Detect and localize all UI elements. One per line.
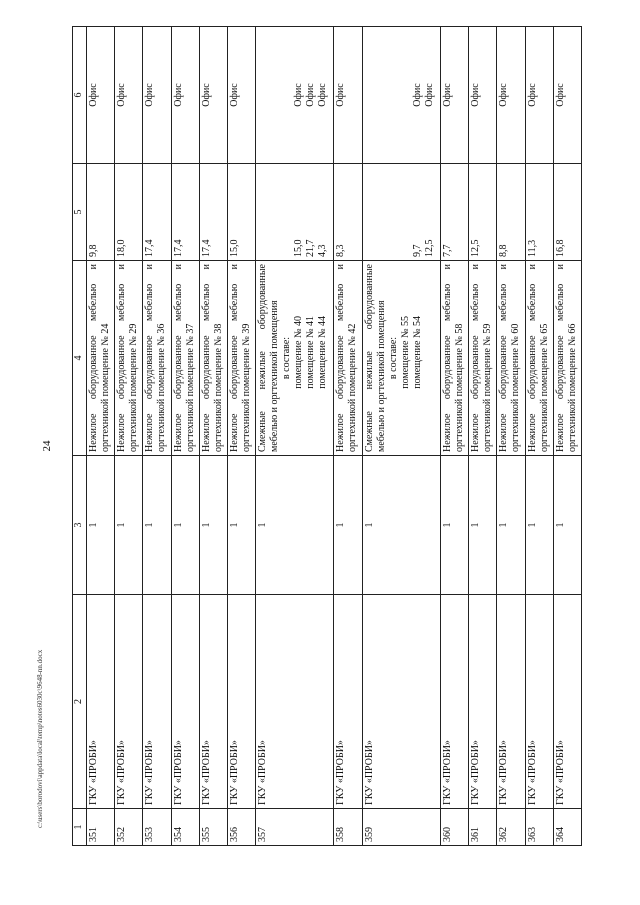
area-cell: 17,4 — [143, 164, 171, 261]
purpose-cell: Офис — [469, 27, 497, 164]
description-cell: Нежилое оборудованное мебелью и оргтехникой помещение № 24 — [87, 261, 115, 456]
purpose-cell — [362, 27, 440, 164]
area-cell: 9,8 — [87, 164, 115, 261]
row-number: 359 — [362, 809, 440, 846]
area-cell: 17,4 — [171, 164, 199, 261]
sub-purpose-value: Офис — [293, 83, 305, 107]
row-number: 351 — [87, 809, 115, 846]
header-col-2: 2 — [73, 595, 87, 809]
quantity-cell: 1 — [87, 456, 115, 595]
sub-premise-label: помещение № 40 — [293, 316, 305, 389]
purpose-cell: Офис — [199, 27, 227, 164]
area-cell: 17,4 — [199, 164, 227, 261]
sub-premise-label: помещение № 44 — [317, 316, 329, 389]
sub-premise-label: помещение № 55 — [399, 316, 411, 389]
table-row — [115, 27, 143, 846]
organization-cell: ГКУ «ПРОБИ» — [199, 595, 227, 809]
page-number: 24 — [41, 440, 53, 452]
header-col-3: 3 — [73, 456, 87, 595]
description-intro: Смежные нежилые оборудованные мебелью и оргтехникой помещения — [363, 264, 387, 452]
quantity-cell: 1 — [362, 456, 440, 595]
quantity-cell: 1 — [199, 456, 227, 595]
sub-area-value: 12,5 — [423, 239, 435, 257]
description-intro: Смежные нежилые оборудованные мебелью и оргтехникой помещения — [257, 264, 281, 452]
area-cell: 11,3 — [525, 164, 553, 261]
quantity-cell: 1 — [256, 456, 334, 595]
area-cell: 18,0 — [115, 164, 143, 261]
organization-cell: ГКУ «ПРОБИ» — [171, 595, 199, 809]
description-cell: Нежилое оборудованное мебелью и оргтехникой помещение № 36 — [143, 261, 171, 456]
row-number: 354 — [171, 809, 199, 846]
organization-cell: ГКУ «ПРОБИ» — [440, 595, 468, 809]
rotated-table-wrapper — [72, 27, 582, 846]
organization-cell: ГКУ «ПРОБИ» — [497, 595, 525, 809]
row-number: 363 — [525, 809, 553, 846]
table-row-compound — [362, 27, 440, 846]
table-row — [497, 27, 525, 846]
purpose-cell: Офис — [553, 27, 581, 164]
header-col-1: 1 — [73, 809, 87, 846]
quantity-cell: 1 — [469, 456, 497, 595]
purpose-cell: Офис — [497, 27, 525, 164]
area-cell — [256, 164, 334, 261]
footer-file-path: c:\users\borodovi\appdata\local\temp\notes6030c\9648-nn.docx — [36, 649, 44, 828]
in-composition-label: в составе: — [281, 336, 293, 380]
purpose-cell: Офис — [440, 27, 468, 164]
description-cell: Нежилое оборудованное мебелью и оргтехникой помещение № 42 — [334, 261, 362, 456]
organization-cell: ГКУ «ПРОБИ» — [469, 595, 497, 809]
row-number: 364 — [553, 809, 581, 846]
sub-area-value: 9,7 — [411, 244, 423, 257]
quantity-cell: 1 — [115, 456, 143, 595]
description-cell: Нежилое оборудованное мебелью и оргтехникой помещение № 60 — [497, 261, 525, 456]
header-col-4: 4 — [73, 261, 87, 456]
row-number: 356 — [227, 809, 255, 846]
purpose-cell — [256, 27, 334, 164]
quantity-cell: 1 — [440, 456, 468, 595]
description-cell — [362, 261, 440, 456]
row-number: 352 — [115, 809, 143, 846]
organization-cell: ГКУ «ПРОБИ» — [227, 595, 255, 809]
table-row — [469, 27, 497, 846]
table-row — [171, 27, 199, 846]
organization-cell: ГКУ «ПРОБИ» — [362, 595, 440, 809]
row-number: 355 — [199, 809, 227, 846]
premises-table — [72, 26, 582, 846]
description-cell — [256, 261, 334, 456]
row-number: 353 — [143, 809, 171, 846]
sub-purpose-value: Офис — [317, 83, 329, 107]
area-cell: 7,7 — [440, 164, 468, 261]
organization-cell: ГКУ «ПРОБИ» — [143, 595, 171, 809]
quantity-cell: 1 — [143, 456, 171, 595]
sub-area-value: 15,0 — [293, 239, 305, 257]
sub-premise-label: помещение № 41 — [305, 316, 317, 389]
table-row — [440, 27, 468, 846]
purpose-cell: Офис — [227, 27, 255, 164]
table-row-compound — [256, 27, 334, 846]
organization-cell: ГКУ «ПРОБИ» — [115, 595, 143, 809]
sub-purpose-value: Офис — [423, 83, 435, 107]
area-cell: 8,3 — [334, 164, 362, 261]
header-row — [73, 27, 87, 846]
organization-cell: ГКУ «ПРОБИ» — [553, 595, 581, 809]
organization-cell: ГКУ «ПРОБИ» — [87, 595, 115, 809]
purpose-cell: Офис — [143, 27, 171, 164]
row-number: 361 — [469, 809, 497, 846]
description-cell: Нежилое оборудованное мебелью и оргтехникой помещение № 59 — [469, 261, 497, 456]
area-cell — [362, 164, 440, 261]
purpose-cell: Офис — [87, 27, 115, 164]
table-row — [87, 27, 115, 846]
table-row — [199, 27, 227, 846]
table-row — [525, 27, 553, 846]
table-row — [227, 27, 255, 846]
quantity-cell: 1 — [171, 456, 199, 595]
row-number: 357 — [256, 809, 334, 846]
row-number: 358 — [334, 809, 362, 846]
sub-area-value: 4,3 — [317, 244, 329, 257]
table-row — [143, 27, 171, 846]
description-cell: Нежилое оборудованное мебелью и оргтехникой помещение № 66 — [553, 261, 581, 456]
purpose-cell: Офис — [525, 27, 553, 164]
description-cell: Нежилое оборудованное мебелью и оргтехникой помещение № 58 — [440, 261, 468, 456]
quantity-cell: 1 — [553, 456, 581, 595]
sub-purpose-value: Офис — [411, 83, 423, 107]
description-cell: Нежилое оборудованное мебелью и оргтехникой помещение № 39 — [227, 261, 255, 456]
organization-cell: ГКУ «ПРОБИ» — [256, 595, 334, 809]
quantity-cell: 1 — [334, 456, 362, 595]
description-cell: Нежилое оборудованное мебелью и оргтехникой помещение № 65 — [525, 261, 553, 456]
in-composition-label: в составе: — [387, 336, 399, 380]
description-cell: Нежилое оборудованное мебелью и оргтехникой помещение № 29 — [115, 261, 143, 456]
organization-cell: ГКУ «ПРОБИ» — [525, 595, 553, 809]
sub-premise-label: помещение № 54 — [411, 316, 423, 389]
purpose-cell: Офис — [334, 27, 362, 164]
purpose-cell: Офис — [171, 27, 199, 164]
sub-purpose-value: Офис — [305, 83, 317, 107]
quantity-cell: 1 — [227, 456, 255, 595]
purpose-cell: Офис — [115, 27, 143, 164]
sub-area-value: 21,7 — [305, 239, 317, 257]
row-number: 360 — [440, 809, 468, 846]
document-table-container — [72, 27, 582, 846]
quantity-cell: 1 — [525, 456, 553, 595]
area-cell: 15,0 — [227, 164, 255, 261]
quantity-cell: 1 — [497, 456, 525, 595]
area-cell: 8,8 — [497, 164, 525, 261]
row-number: 362 — [497, 809, 525, 846]
table-row — [334, 27, 362, 846]
header-col-6: 6 — [73, 27, 87, 164]
organization-cell: ГКУ «ПРОБИ» — [334, 595, 362, 809]
area-cell: 16,8 — [553, 164, 581, 261]
area-cell: 12,5 — [469, 164, 497, 261]
description-cell: Нежилое оборудованное мебелью и оргтехникой помещение № 37 — [171, 261, 199, 456]
description-cell: Нежилое оборудованное мебелью и оргтехникой помещение № 38 — [199, 261, 227, 456]
table-row — [553, 27, 581, 846]
header-col-5: 5 — [73, 164, 87, 261]
